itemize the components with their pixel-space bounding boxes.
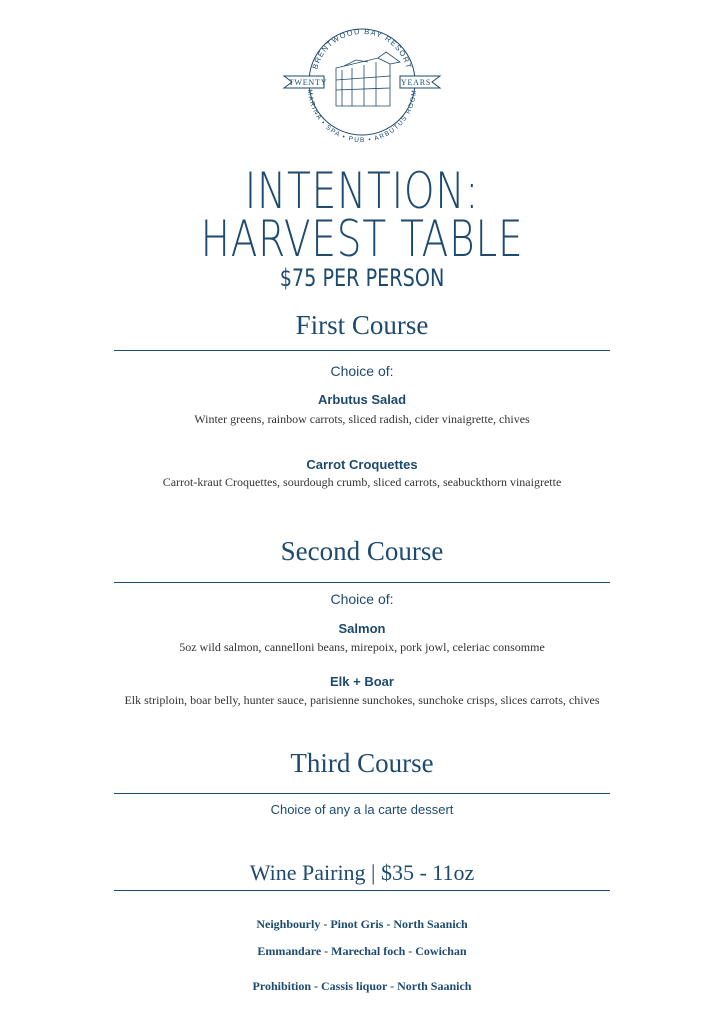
- logo-ribbon-right: YEARS: [400, 78, 432, 87]
- divider: [114, 793, 610, 794]
- menu-price: $75 PER PERSON: [279, 264, 445, 292]
- wine-item: Emmandare - Marechal foch - Cowichan: [257, 944, 467, 958]
- wine-item: Prohibition - Cassis liquor - North Saanich: [252, 979, 472, 993]
- menu-title-line2: HARVEST TABLE: [200, 210, 524, 268]
- dish-name: Carrot Croquettes: [306, 457, 418, 472]
- divider: [114, 582, 610, 583]
- second-course-choice: Choice of:: [330, 591, 394, 607]
- dish-name: Arbutus Salad: [317, 392, 407, 407]
- third-course-choice: Choice of any a la carte dessert: [270, 802, 454, 817]
- divider: [114, 890, 610, 891]
- first-course-title: First Course: [295, 310, 429, 340]
- menu-title-line1: INTENTION:: [244, 162, 480, 220]
- divider: [114, 350, 610, 351]
- logo-arc-bottom-text: MARINA • SPA • PUB • ARBUTUS ROOM: [305, 89, 419, 145]
- resort-logo: [282, 24, 442, 146]
- dish-name: Elk + Boar: [330, 674, 394, 689]
- logo-arc-top-text: BRENTWOOD BAY RESORT: [310, 26, 414, 71]
- second-course-title: Second Course: [280, 536, 444, 566]
- dish-name: Salmon: [338, 621, 386, 636]
- dish-description: Winter greens, rainbow carrots, sliced radish, cider vinaigrette, chives: [194, 412, 530, 426]
- first-course-choice: Choice of:: [330, 363, 394, 379]
- dish-description: Elk striploin, boar belly, hunter sauce, parisienne sunchokes, sunchoke crisps, slices carrots, chives: [124, 693, 600, 707]
- logo-ribbon-left: TWENTY: [288, 78, 328, 87]
- dish-description: Carrot-kraut Croquettes, sourdough crumb, sliced carrots, seabuckthorn vinaigrette: [162, 475, 562, 489]
- wine-item: Neighbourly - Pinot Gris - North Saanich: [256, 917, 468, 931]
- third-course-title: Third Course: [290, 748, 434, 778]
- wine-pairing-title: Wine Pairing | $35 - 11oz: [249, 860, 475, 885]
- dish-description: 5oz wild salmon, cannelloni beans, mirepoix, pork jowl, celeriac consomme: [179, 640, 545, 654]
